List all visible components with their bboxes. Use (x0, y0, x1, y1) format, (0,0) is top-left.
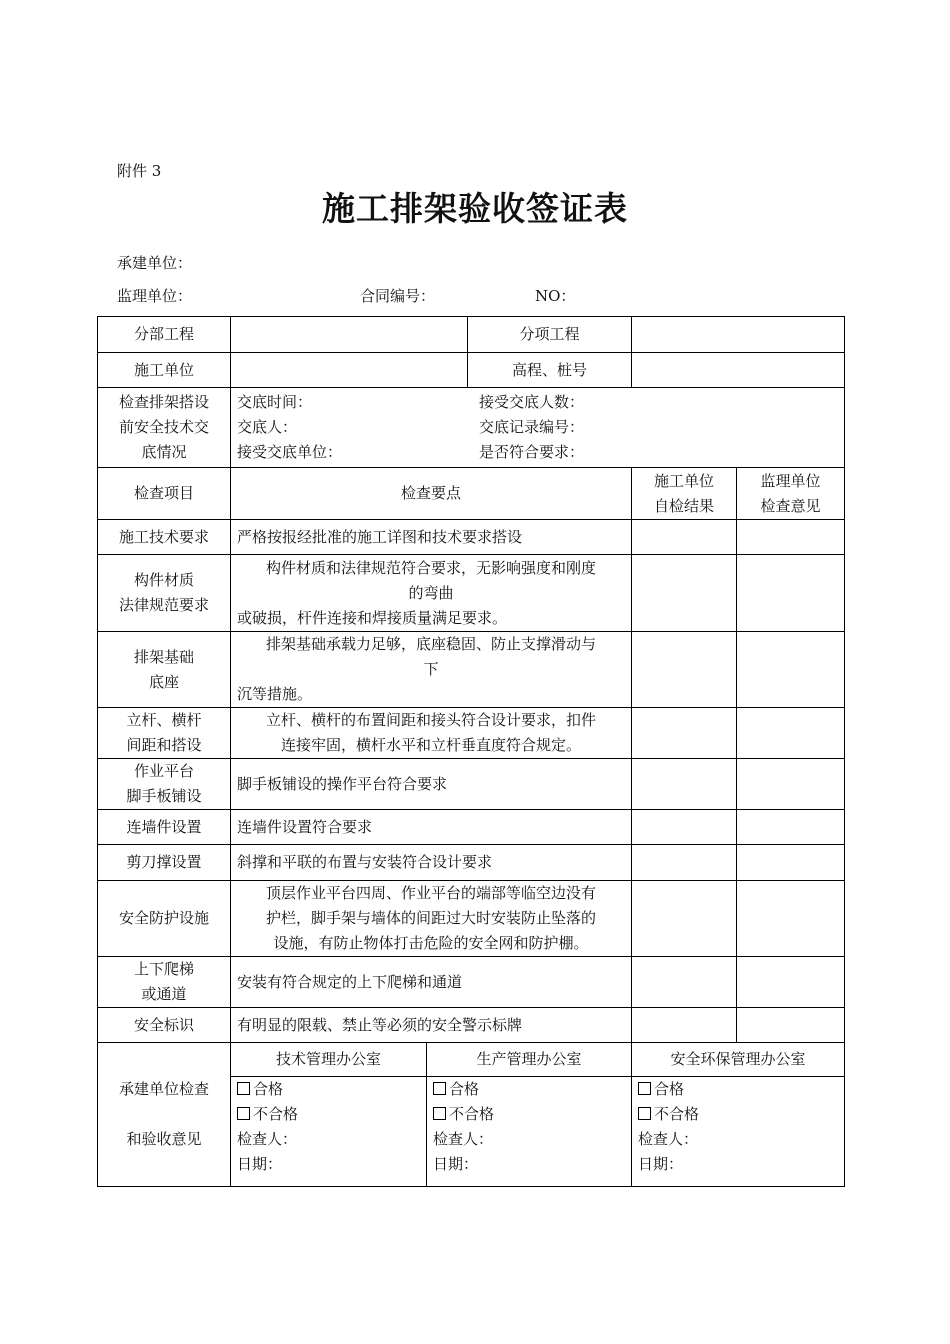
briefing-label: 检查排架搭设 前安全技术交 底情况 (98, 388, 231, 468)
briefing-details (231, 388, 845, 468)
row-item: 剪刀撑设置 (98, 845, 231, 881)
briefing-record-no: 交底记录编号： (479, 418, 585, 436)
office-technical: 技术管理办公室 (231, 1043, 427, 1077)
row-supervision-cell[interactable] (737, 632, 845, 708)
inspector-label: 检查人： (638, 1130, 699, 1148)
row-supervision-cell[interactable] (737, 708, 845, 759)
row-supervision-cell[interactable] (737, 759, 845, 810)
column-item-header: 检查项目 (98, 468, 231, 520)
checkbox-icon[interactable] (433, 1082, 446, 1095)
row-point-text: 排架基础承载力足够，底座稳固、防止支撑滑动与 下 (265, 635, 596, 678)
construction-unit-value[interactable] (231, 353, 468, 388)
office-production: 生产管理办公室 (427, 1043, 632, 1077)
page-title: 施工排架验收签证表 (322, 189, 628, 228)
builder-label: 承建单位： (117, 254, 193, 272)
row-point: 斜撑和平联的布置与安装符合设计要求 (231, 845, 632, 881)
inspector-label: 检查人： (433, 1130, 494, 1148)
contract-number-label: 合同编号： (360, 287, 436, 305)
row-self-check-cell[interactable] (632, 759, 737, 810)
column-supervision-header: 监理单位 检查意见 (737, 468, 845, 520)
row-self-check-cell[interactable] (632, 708, 737, 759)
row-item: 作业平台 脚手板铺设 (98, 759, 231, 810)
row-point-text: 构件材质和法律规范符合要求，无影响强度和刚度 的弯曲 (265, 558, 596, 602)
row-point-text: 或破损，杆件连接和焊接质量满足要求。 (237, 608, 508, 627)
elevation-value[interactable] (632, 353, 845, 388)
technical-office-signoff (231, 1077, 427, 1187)
row-point: 顶层作业平台四周、作业平台的端部等临空边没有 护栏，脚手架与墙体的间距过大时安装防止坠落的 设施，有防止物体打击危险的安全网和防护棚。 (231, 881, 632, 957)
construction-unit-label: 施工单位 (98, 353, 231, 388)
column-points-header: 检查要点 (231, 468, 632, 520)
pass-option[interactable]: 合格 (433, 1077, 625, 1102)
row-self-check-cell[interactable] (632, 845, 737, 881)
sub-project-label: 分部工程 (98, 317, 231, 353)
safety-office-signoff (632, 1077, 845, 1187)
fail-option[interactable]: 不合格 (638, 1102, 838, 1127)
row-point (231, 555, 632, 632)
pass-option[interactable]: 合格 (638, 1077, 838, 1102)
row-point: 立杆、横杆的布置间距和接头符合设计要求，扣件 连接牢固，横杆水平和立杆垂直度符合规定。 (231, 708, 632, 759)
row-supervision-cell[interactable] (737, 555, 845, 632)
row-item: 安全标识 (98, 1008, 231, 1043)
checkbox-icon[interactable] (433, 1107, 446, 1120)
row-point: 严格按报经批准的施工详图和技术要求搭设 (231, 520, 632, 555)
pass-option[interactable]: 合格 (237, 1077, 420, 1102)
row-self-check-cell[interactable] (632, 881, 737, 957)
checkbox-icon[interactable] (237, 1107, 250, 1120)
row-supervision-cell[interactable] (737, 845, 845, 881)
acceptance-form-table (97, 316, 845, 1187)
checkbox-icon[interactable] (638, 1082, 651, 1095)
office-safety-environment: 安全环保管理办公室 (632, 1043, 845, 1077)
row-supervision-cell[interactable] (737, 881, 845, 957)
row-self-check-cell[interactable] (632, 957, 737, 1008)
supervisor-label: 监理单位： (117, 287, 193, 305)
elevation-label: 高程、桩号 (468, 353, 632, 388)
row-item: 连墙件设置 (98, 810, 231, 845)
row-point-text: 沉等措施。 (237, 685, 313, 703)
row-supervision-cell[interactable] (737, 810, 845, 845)
briefing-receiver-unit: 接受交底单位： (237, 443, 343, 461)
date-label: 日期： (433, 1155, 479, 1173)
checkbox-icon[interactable] (638, 1107, 651, 1120)
briefing-meets: 是否符合要求： (479, 443, 585, 461)
row-supervision-cell[interactable] (737, 1008, 845, 1043)
row-item: 上下爬梯 或通道 (98, 957, 231, 1008)
row-point: 安装有符合规定的上下爬梯和通道 (231, 957, 632, 1008)
row-item: 构件材质 法律规范要求 (98, 555, 231, 632)
row-item: 排架基础 底座 (98, 632, 231, 708)
fail-option[interactable]: 不合格 (237, 1102, 420, 1127)
checkbox-icon[interactable] (237, 1082, 250, 1095)
briefing-person: 交底人： (237, 418, 298, 436)
briefing-time: 交底时间： (237, 393, 313, 411)
briefing-receivers-count: 接受交底人数： (479, 393, 585, 411)
row-self-check-cell[interactable] (632, 555, 737, 632)
date-label: 日期： (237, 1155, 283, 1173)
production-office-signoff (427, 1077, 632, 1187)
column-self-check-header: 施工单位 自检结果 (632, 468, 737, 520)
row-self-check-cell[interactable] (632, 810, 737, 845)
row-point: 连墙件设置符合要求 (231, 810, 632, 845)
item-project-label: 分项工程 (468, 317, 632, 353)
row-supervision-cell[interactable] (737, 520, 845, 555)
row-point: 有明显的限载、禁止等必须的安全警示标牌 (231, 1008, 632, 1043)
item-project-value[interactable] (632, 317, 845, 353)
inspector-label: 检查人： (237, 1130, 298, 1148)
row-item: 安全防护设施 (98, 881, 231, 957)
row-item: 立杆、横杆 间距和搭设 (98, 708, 231, 759)
row-point: 脚手板铺设的操作平台符合要求 (231, 759, 632, 810)
row-self-check-cell[interactable] (632, 632, 737, 708)
sub-project-value[interactable] (231, 317, 468, 353)
document-number-label: NO： (535, 287, 576, 305)
row-point (231, 632, 632, 708)
row-self-check-cell[interactable] (632, 520, 737, 555)
date-label: 日期： (638, 1155, 684, 1173)
row-supervision-cell[interactable] (737, 957, 845, 1008)
attachment-label: 附件 3 (117, 162, 162, 180)
fail-option[interactable]: 不合格 (433, 1102, 625, 1127)
acceptance-label: 承建单位检查 和验收意见 (98, 1043, 231, 1187)
row-self-check-cell[interactable] (632, 1008, 737, 1043)
row-item: 施工技术要求 (98, 520, 231, 555)
